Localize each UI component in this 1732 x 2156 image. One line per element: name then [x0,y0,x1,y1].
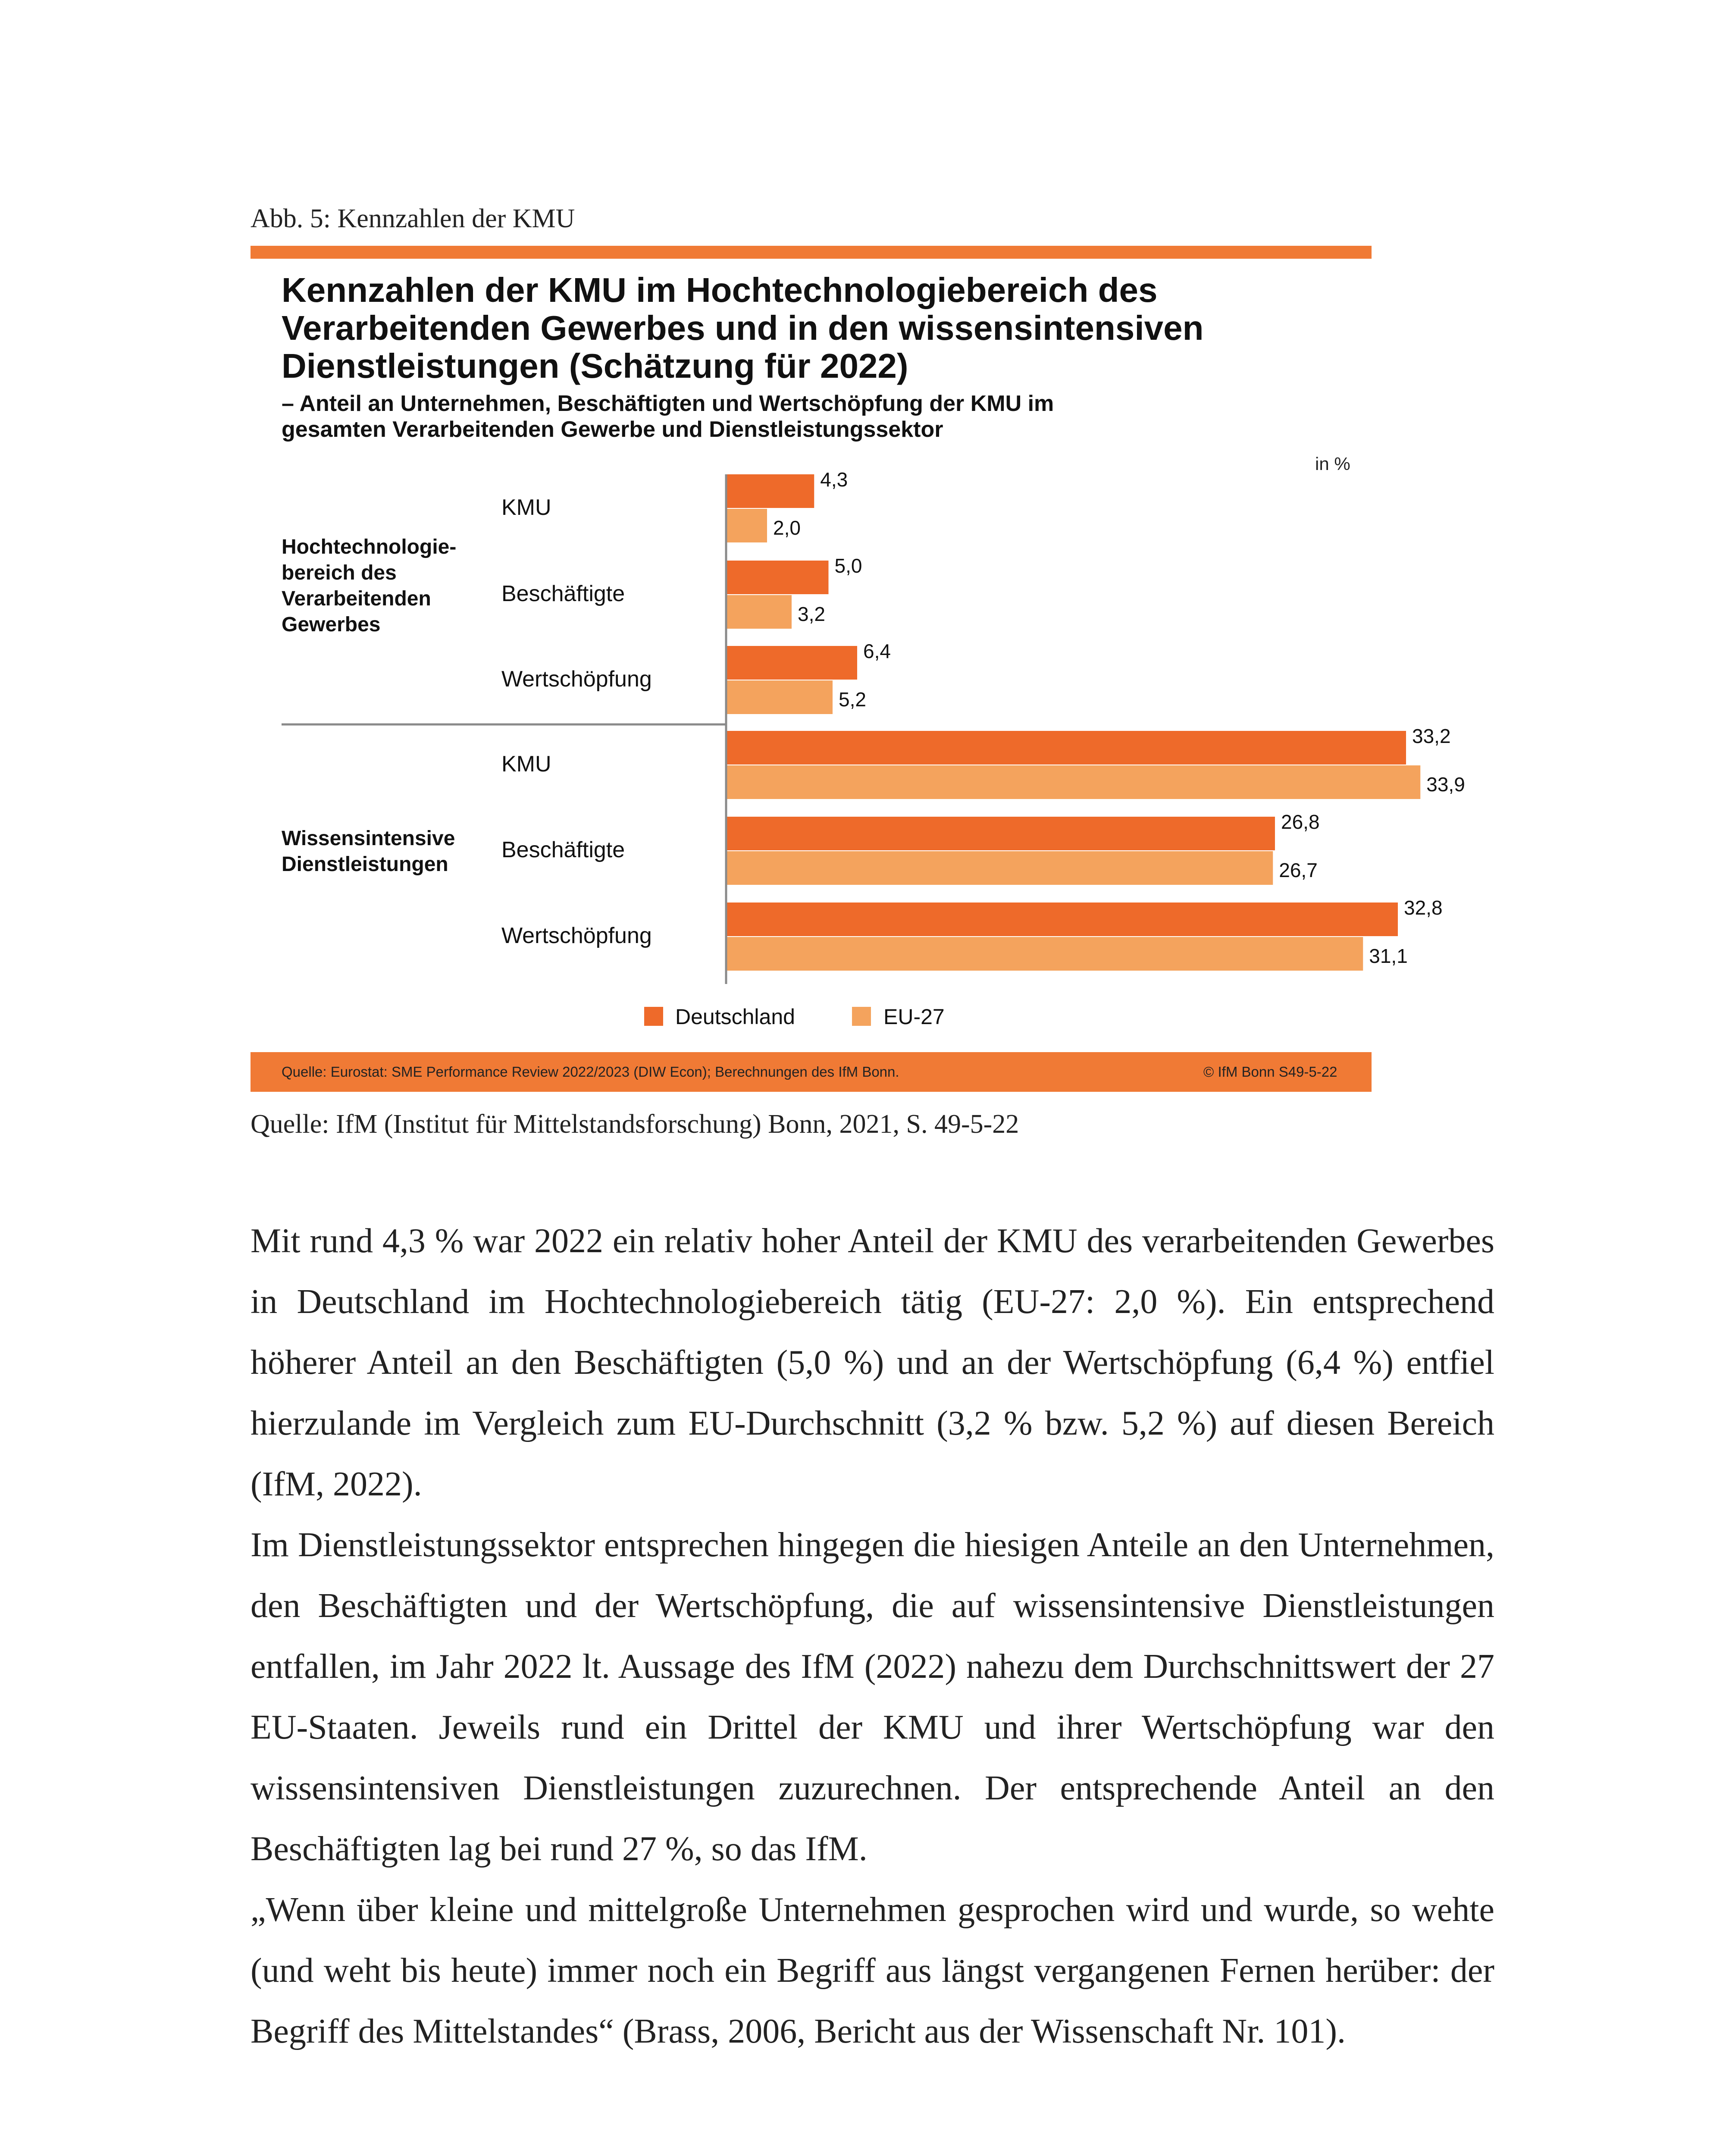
data-label: 31,1 [1369,945,1408,967]
paragraph: „Wenn über kleine und mittelgroße Unternehmen gesprochen wird und wurde, so wehte (und weht bis heute) immer noch ein Begriff aus längst vergangenen Fernen herüber: der Begriff des Mittelstandes“ (Brass, 2006, Bericht aus der Wissenschaft Nr. 101). [251,1891,1494,2050]
data-label: 5,2 [839,688,866,711]
bar-eu27 [726,765,1420,799]
data-label: 33,9 [1426,773,1465,796]
figure-source: Quelle: IfM (Institut für Mittelstandsforschung) Bonn, 2021, S. 49-5-22 [251,1109,1019,1139]
paragraph: Im Dienstleistungssektor entsprechen hingegen die hiesigen Anteile an den Unternehmen, den Beschäftigten und der Wertschöpfung, die auf wissensintensive Dienstleistungen entfallen, im Jahr 2022 lt. Aussage des IfM (2022) nahezu dem Durchschnittswert der 27 EU-Staaten. Jeweils rund ein Drittel der KMU und ihrer Wertschöpfung war den wissensintensiven Dienstleistungen zuzurechnen. Der entsprechende Anteil an den Beschäftigten lag bei rund 27 %, so das IfM. [251,1526,1494,1868]
data-label: 26,7 [1279,859,1318,881]
chart-title-line-1: Kennzahlen der KMU im Hochtechnologiebereich des [282,271,1158,309]
group-label-high-tech-1: Hochtechnologie- [282,536,457,558]
legend [644,1005,945,1029]
legend-label-eu27: EU-27 [883,1005,945,1029]
category-label: Wertschöpfung [501,667,652,692]
category-label: KMU [501,752,551,777]
data-label: 6,4 [863,640,891,662]
bar-deutschland [726,731,1406,765]
category-label: KMU [501,495,551,520]
chart-subtitle-line-1: – Anteil an Unternehmen, Beschäftigten und Wertschöpfung der KMU im [282,391,1054,416]
chart-title-line-3: Dienstleistungen (Schätzung für 2022) [282,347,908,385]
legend-swatch-eu27 [852,1007,871,1026]
bar-chart [251,246,1465,1092]
category-label: Wertschöpfung [501,923,652,948]
footer-source: Quelle: Eurostat: SME Performance Review 2022/2023 (DIW Econ); Berechnungen des IfM Bonn. [282,1064,899,1080]
bars-layer [501,468,1465,971]
paragraph: Mit rund 4,3 % war 2022 ein relativ hoher Anteil der KMU des verarbeitenden Gewerbes in Deutschland im Hochtechnologiebereich tätig (EU-27: 2,0 %). Ein entsprechend höherer Anteil an den Beschäftigten (5,0 %) und an der Wertschöpfung (6,4 %) entfiel hierzulande im Vergleich zum EU-Durchschnitt (3,2 % bzw. 5,2 %) auf diesen Bereich (IfM, 2022). [251,1222,1494,1503]
chart-subtitle-line-2: gesamten Verarbeitenden Gewerbe und Dienstleistungssektor [282,417,943,442]
bar-eu27 [726,595,792,629]
bar-deutschland [726,474,814,508]
figure-caption: Abb. 5: Kennzahlen der KMU [251,204,575,233]
data-label: 26,8 [1281,811,1320,833]
bar-deutschland [726,646,857,680]
top-accent-bar [251,246,1372,259]
chart-title-line-2: Verarbeitenden Gewerbes und in den wissensintensiven [282,309,1204,347]
bar-eu27 [726,851,1273,885]
data-label: 3,2 [798,603,825,625]
group-label-high-tech-2: bereich des [282,561,397,584]
bar-eu27 [726,680,833,714]
data-label: 4,3 [820,468,848,491]
body-text [251,1211,1494,2062]
bar-deutschland [726,903,1398,936]
bar-deutschland [726,561,829,594]
legend-label-deutschland: Deutschland [675,1005,795,1029]
data-label: 2,0 [773,517,801,539]
bar-deutschland [726,817,1275,850]
unit-label: in % [1315,454,1350,474]
legend-swatch-deutschland [644,1007,663,1026]
data-label: 5,0 [834,555,862,577]
group-label-knowledge-1: Wissensintensive [282,827,455,850]
category-label: Beschäftigte [501,581,625,606]
bar-eu27 [726,509,767,542]
data-label: 33,2 [1412,725,1451,747]
group-label-high-tech-3: Verarbeitenden [282,587,431,610]
bar-eu27 [726,937,1363,971]
figure [251,246,1465,1092]
category-label: Beschäftigte [501,837,625,862]
group-label-knowledge-2: Dienstleistungen [282,853,448,876]
group-label-high-tech-4: Gewerbes [282,613,381,636]
data-label: 32,8 [1404,896,1443,919]
footer-copyright: © IfM Bonn S49-5-22 [1203,1064,1337,1080]
